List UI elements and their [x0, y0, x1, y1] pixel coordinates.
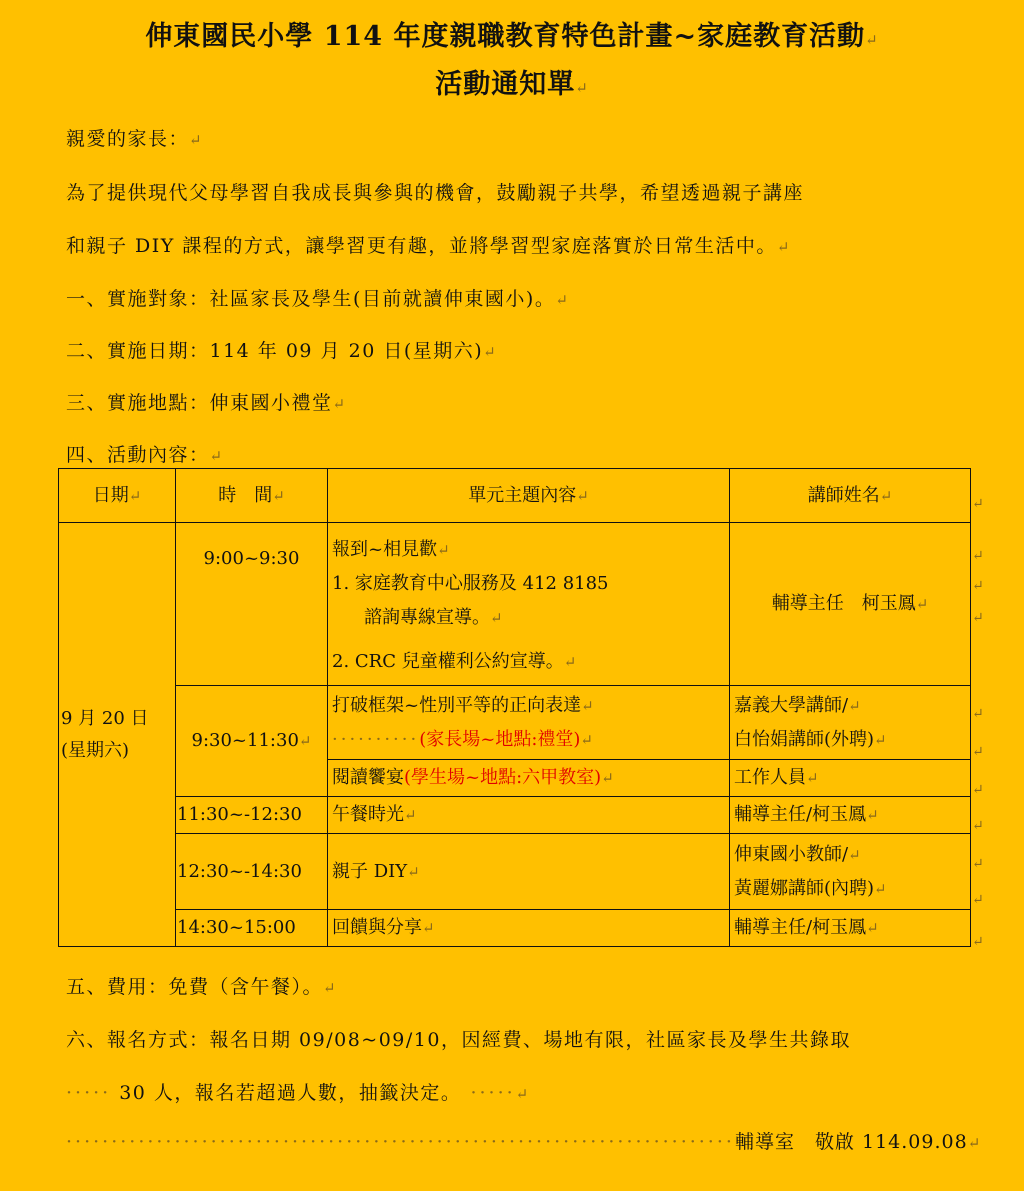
topic-cell: 回饋與分享↵: [328, 910, 730, 947]
header-lecturer: 講師姓名↵: [730, 469, 971, 523]
student-session-note: (學生場~地點:六甲教室): [404, 767, 602, 788]
time-cell: 12:30~-14:30: [176, 834, 328, 910]
lecturer-cell: 伸東國小教師/↵ 黃麗娜講師(內聘)↵: [730, 834, 971, 910]
item-fee: 五、費用：免費（含午餐）。↵: [66, 976, 338, 998]
header-date: 日期↵: [59, 469, 176, 523]
lecturer-cell: 輔導主任 柯玉鳳↵: [730, 523, 971, 686]
time-cell: 9:30~11:30↵: [176, 686, 328, 797]
topic-cell: 報到~相見歡↵ 1. 家庭教育中心服務及 412 8185 諮詢專線宣導。↵ 2. CRC 兒童權利公約宣導。↵: [328, 523, 730, 686]
table-header-row: [59, 469, 971, 523]
table-row: [59, 834, 971, 910]
topic-cell: 閱讀饗宴(學生場~地點:六甲教室)↵: [328, 760, 730, 797]
row-end-mark: ↵: [972, 548, 984, 564]
time-cell: 11:30~-12:30: [176, 797, 328, 834]
item-location: 三、實施地點：伸東國小禮堂↵: [66, 392, 347, 414]
lecturer-cell: 輔導主任/柯玉鳳↵: [730, 797, 971, 834]
time-cell: 14:30~15:00: [176, 910, 328, 947]
row-end-mark: ↵: [972, 706, 984, 722]
parent-session-note: (家長場~地點:禮堂): [419, 728, 581, 750]
topic-cell: 打破框架~性別平等的正向表達↵ ··········(家長場~地點:禮堂)↵: [328, 686, 730, 760]
row-end-mark: ↵: [972, 744, 984, 760]
lecturer-cell: 輔導主任/柯玉鳳↵: [730, 910, 971, 947]
item-target-audience: 一、實施對象：社區家長及學生(目前就讀伸東國小)。↵: [66, 288, 570, 310]
item-activity-content: 四、活動內容：↵: [66, 444, 224, 466]
signature: 輔導室 敬啟 114.09.08: [734, 1131, 968, 1153]
time-cell: 9:00~9:30: [176, 523, 328, 686]
document-subtitle: 活動通知單↵: [435, 69, 589, 100]
date-cell: 9 月 20 日 (星期六): [59, 523, 176, 947]
table-row: [59, 910, 971, 947]
row-end-mark: ↵: [972, 856, 984, 872]
item-registration-line-1: 六、報名方式：報名日期 09/08~09/10，因經費、場地有限，社區家長及學生共錄取: [66, 1029, 851, 1051]
item-date: 二、實施日期：114 年 09 月 20 日(星期六)↵: [66, 340, 498, 362]
greeting: 親愛的家長：↵: [66, 128, 204, 150]
row-end-mark: ↵: [972, 610, 984, 626]
schedule-table: [58, 468, 971, 947]
item-registration-line-2: ····· 30 人，報名若超過人數，抽籤決定。 ·····↵: [66, 1082, 530, 1104]
header-time: 時 間↵: [176, 469, 328, 523]
signature-line: ··········································································輔導室 敬啟 114.09.08↵: [66, 1131, 982, 1153]
topic-cell: 午餐時光↵: [328, 797, 730, 834]
row-end-mark: ↵: [972, 934, 984, 950]
table-row: [59, 797, 971, 834]
title-text: 伸東國民小學 114 年度親職教育特色計畫~家庭教育活動: [145, 21, 866, 52]
lecturer-cell: 工作人員↵: [730, 760, 971, 797]
subtitle-text: 活動通知單: [435, 69, 576, 100]
intro-line-2: 和親子 DIY 課程的方式，讓學習更有趣，並將學習型家庭落實於日常生活中。↵: [66, 235, 791, 257]
row-end-mark: ↵: [972, 496, 984, 512]
row-end-mark: ↵: [972, 782, 984, 798]
row-end-mark: ↵: [972, 892, 984, 908]
topic-cell: 親子 DIY↵: [328, 834, 730, 910]
header-topic: 單元主題內容↵: [328, 469, 730, 523]
row-end-mark: ↵: [972, 818, 984, 834]
table-row: [59, 523, 971, 686]
lecturer-cell: 嘉義大學講師/↵ 白怡娟講師(外聘)↵: [730, 686, 971, 760]
intro-line-1: 為了提供現代父母學習自我成長與參與的機會，鼓勵親子共學，希望透過親子講座: [66, 182, 805, 204]
row-end-mark: ↵: [972, 578, 984, 594]
document-title: 伸東國民小學 114 年度親職教育特色計畫~家庭教育活動↵: [145, 21, 879, 52]
table-row: [59, 686, 971, 760]
